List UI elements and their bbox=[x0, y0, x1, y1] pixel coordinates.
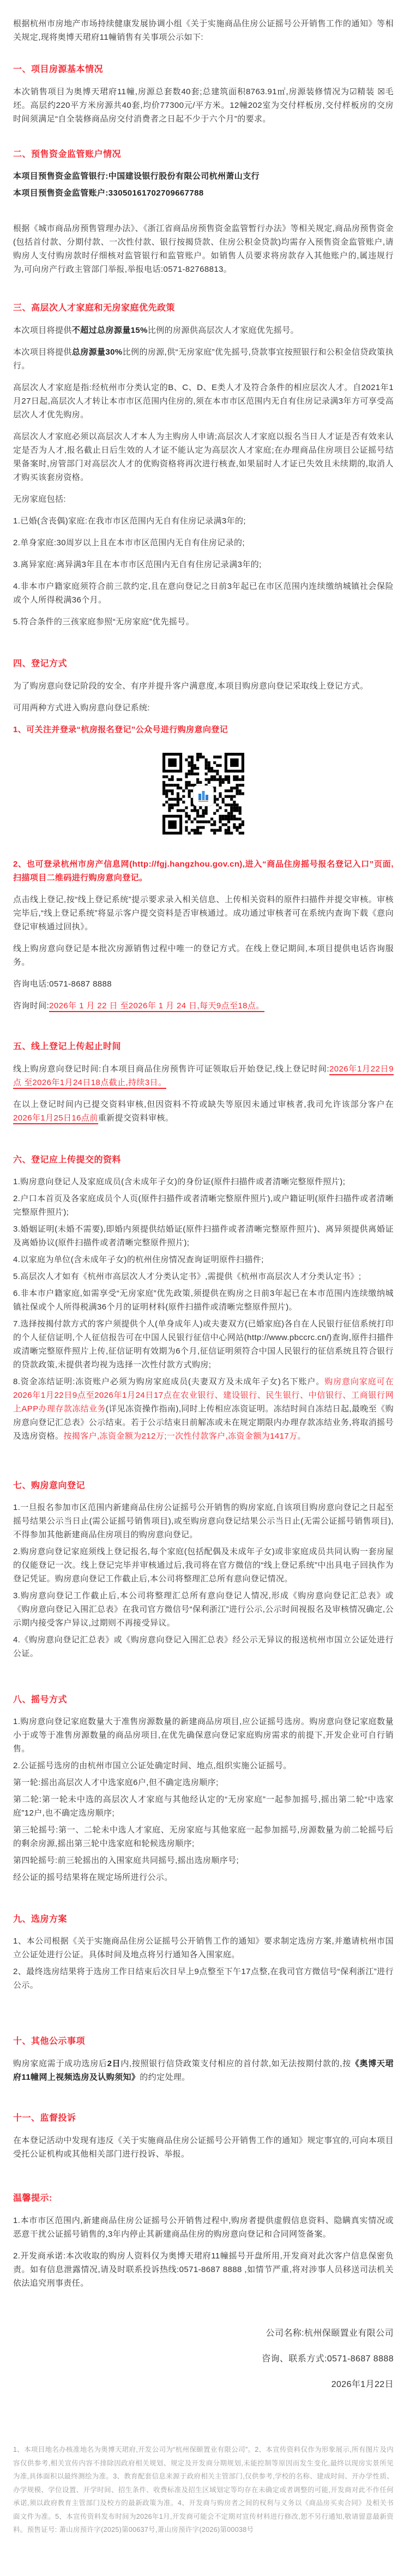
paragraph bbox=[13, 1776, 394, 1789]
text-run: 线上购房意向登记时间:自本项目商品住房预售许可证领取后开始登记,线上登记时间: bbox=[13, 1064, 329, 1074]
paragraph bbox=[13, 558, 394, 571]
paragraph bbox=[13, 615, 394, 629]
text-run: 根据《城市商品房预售管理办法》、《浙江省商品房预售资金监管暂行办法》等相关规定,商品房预售资金(包括首付款、分期付款、一次性付款、银行按揭贷款、住房公积金贷款)均需存入预售资金监管账户,请购房人支付购房款时仔细核对监管银行和监管账户。如销售人员要求将房款存入其他账户的,属违规行为,可向房产行政主管部门举报,举报电话:0571-82768813。 bbox=[13, 224, 394, 274]
text-run: 3.离异家庭:离异满3年且在本市市区范围内无自有住房记录满3年的; bbox=[13, 560, 262, 569]
text-run: 重新提交资料审核。 bbox=[98, 1113, 174, 1123]
paragraph bbox=[13, 169, 394, 183]
text-run: 2、最终选房结果将于选房工作日结束后次日早上9点整至下午17点整,在我司官方微信号“保利浙江”进行公示。 bbox=[13, 1967, 394, 1990]
section-heading-2: 二、预售资金监管账户情况 bbox=[13, 150, 122, 159]
text-run: 1.购房意向登记家庭数量大于准售房源数量的新建商品房项目,应公证摇号选房。购房意向登记家庭数量小于或等于准售房源数量的商品房项目,在优先确保意向登记家庭购房需求的前提下,开发企业可自行销售。 bbox=[13, 1717, 394, 1753]
qr-code[interactable] bbox=[162, 753, 244, 839]
text-run: 5.高层次人才如有《杭州市高层次人才分类认定书》,需提供《杭州市高层次人才分类认定书》; bbox=[13, 1272, 361, 1281]
text-run: 第三轮摇号:第一、二轮未中选人才家庭、无房家庭与其他家庭一起参加摇号,房源数量为前二轮摇号后的剩余房源,摇出第三轮中选家庭和轮候选房顺序; bbox=[13, 1825, 394, 1848]
paragraph bbox=[13, 701, 394, 715]
paragraph bbox=[13, 1633, 394, 1660]
text-run: 为了购房意向登记阶段的安全、有序并提升客户满意度,本项目购房意向登记采取线上登记方式。 bbox=[13, 681, 369, 691]
text-run: 在以上登记时间内已提交资料审核,但因资料不符或缺失等原因未通过审核者,我司允许该部分客户在 bbox=[13, 1100, 394, 1109]
text-run: 经公证的摇号结果将在规定场所进行公示。 bbox=[13, 1873, 173, 1882]
paragraph bbox=[13, 1589, 394, 1630]
section-heading-5: 五、线上登记上传起止时间 bbox=[13, 1042, 122, 1051]
text-run: 购房家庭需于成功选房后 bbox=[13, 2059, 107, 2068]
text-run: 咨询电话:0571-8687 8888 bbox=[13, 979, 112, 989]
paragraph bbox=[13, 2249, 394, 2290]
paragraph bbox=[13, 1253, 394, 1266]
paragraph bbox=[13, 1715, 394, 1756]
paragraph bbox=[13, 1175, 394, 1189]
text-run: 《奥博天珺府11幢网上视频选房及认购须知》 bbox=[13, 2059, 394, 2082]
text-run: 1.已婚(含丧偶)家庭:在我市市区范围内无自有住房记录满3年的; bbox=[13, 516, 246, 526]
text-run: 本次项目将提供 bbox=[13, 326, 72, 335]
paragraph bbox=[13, 1375, 394, 1443]
text-run: 1、本公司根据《关于实施商品住房公证摇号公开销售工作的通知》要求制定选房方案,并邀请杭州市国立公证处进行公证。具体时间及地点将另行通知各入围家庭。 bbox=[13, 1936, 394, 1959]
text-run: 5.符合条件的三孩家庭参照“无房家庭”优先摇号。 bbox=[13, 617, 195, 626]
text-run: 第一轮:摇出高层次人才中选家庭6户,但不确定选房顺序; bbox=[13, 1778, 219, 1787]
paragraph bbox=[13, 381, 394, 422]
paragraph bbox=[13, 977, 394, 991]
paragraph bbox=[13, 1501, 394, 1542]
section-heading-9: 九、选房方案 bbox=[13, 1915, 68, 1924]
text-run: 2026年 1 月 22 日 至2026年 1 月 24 日,每天9点至18点。 bbox=[49, 1001, 264, 1012]
intro-paragraph bbox=[13, 17, 394, 44]
text-run: 2.单身家庭:30周岁以上且在本市市区范围内无自有住房记录的; bbox=[13, 538, 245, 547]
footnote: 1、本项目地名办核准地名为奥博天珺府,开发公司为“杭州保颐置业有限公司”。2、本宣传资料仅作为形象展示,所有图片及内容仅供参考,相关宣传内容不排除因政府相关规划、规定及开发商分期规划,未能控制等原因而发生变化,最终以现房实景所见为准,具体面积以最终测绘为准。3、教育配套信息来源于政府相关主管部门,仅供参考,学校的名称、建成时间、开办学性质、办学规模、学位设置、开学时间、招生条件、收费标准及招生区域划定等均存在未确定或者调整的可能,开发商对此不作任何承诺,须以政府教育主管部门及校方的最新政策为准。4、开发商与购房者之间的权利与义务以《商品房买卖合同》及相关书面文件为准。5、本宣传资料发布时间为2026年1月,开发商可能会不定期对宣传材料进行修改,恕不另行通知,敬请留意最新资料。预售证号: 萧山房预许字(2025)第00637号,萧山房预许字(2026)第00038号 bbox=[13, 2446, 394, 2534]
text-run: 本项目预售资金监管账户:33050161702709667788 bbox=[13, 188, 204, 198]
section-heading-10: 十、其他公示事项 bbox=[13, 2037, 86, 2046]
text-run: 线上购房意向登记是本批次房源销售过程中唯一的登记方式。在线上登记期间,本项目提供电话咨询服务。 bbox=[13, 944, 394, 967]
text-run: (详见冻资操作指南),同时上传相应冻资证明。冻结时间自冻结日起,最晚至《购房意向登记汇总表》公示结束。若于公示结束日前解冻或未在规定期限内办理存款冻结业务,将取消摇号及选房资格。 bbox=[13, 1404, 394, 1441]
text-run: 根据杭州市房地产市场持续健康发展协调小组《关于实施商品住房公证摇号公开销售工作的通知》等相关规定,现将奥博天珺府11幢销售有关事项公示如下: bbox=[13, 19, 394, 42]
text-run: 1.本市市区范围内,新建商品住房公证摇号公开销售过程中,购房者提供虚假信息资料、隐瞒真实情况或恶意干扰公证摇号销售的,3年内停止其新建商品住房的购房意向登记和合同网签备案。 bbox=[13, 2216, 394, 2239]
paragraph bbox=[13, 514, 394, 528]
footer-line: 咨询、联系方式:0571-8687 8888 bbox=[262, 2354, 394, 2364]
text-run: 内,按照银行信贷政策支付相应的首付款,如无法按期付款的,按 bbox=[120, 2059, 351, 2068]
section-heading-8: 八、摇号方式 bbox=[13, 1695, 68, 1704]
paragraph bbox=[13, 1854, 394, 1867]
document-body bbox=[13, 17, 394, 2537]
text-run: 第四轮摇号:前三轮摇出的入围家庭共同摇号,摇出选房顺序号; bbox=[13, 1856, 239, 1865]
text-run: 2026年1月25日16点前 bbox=[13, 1113, 98, 1124]
paragraph bbox=[13, 1965, 394, 1992]
paragraph bbox=[13, 1545, 394, 1586]
paragraph bbox=[13, 1793, 394, 1820]
paragraph bbox=[13, 999, 394, 1013]
paragraph bbox=[13, 1222, 394, 1250]
section-heading-6: 六、登记应上传提交的资料 bbox=[13, 1155, 122, 1165]
text-run: 本项目预售资金监管银行:中国建设银行股份有限公司杭州萧山支行 bbox=[13, 172, 260, 181]
footer-line: 公司名称:杭州保颐置业有限公司 bbox=[266, 2329, 394, 2338]
paragraph bbox=[13, 492, 394, 506]
building-icon bbox=[197, 789, 210, 802]
paragraph bbox=[13, 1317, 394, 1372]
text-run: 无房家庭包括: bbox=[13, 495, 66, 504]
paragraph bbox=[13, 1823, 394, 1850]
paragraph bbox=[13, 2134, 394, 2161]
text-run: 比例的房源,供“无房家庭”优先摇号,贷款事宜按照银行和公积金信贷政策执行。 bbox=[13, 348, 394, 370]
text-run: 1.一旦报名参加市区范围内新建商品住房公证摇号公开销售的购房家庭,自该项目购房意向登记之日起至摇号结果公示当日止(需公证摇号销售项目),或至购房意向登记结果公示当日止(无需公证摇号销售项目),不得参加其他新建商品住房项目的购房意向登记。 bbox=[13, 1503, 394, 1539]
text-run: 6.非本市户籍家庭,如需享受“无房家庭”优先政策,须提供在购房之日前3年起已在本市范围内连续缴纳城镇社保或个人所得税满36个月的证明材料(原件扫描件或清晰完整原件照片)。 bbox=[13, 1289, 394, 1312]
section-heading-1: 一、项目房源基本情况 bbox=[13, 65, 104, 74]
text-run: 的约定处理。 bbox=[140, 2073, 190, 2082]
section-heading-7: 七、购房意向登记 bbox=[13, 1481, 86, 1490]
text-run: 总房源量30% bbox=[71, 348, 123, 357]
paragraph bbox=[13, 2214, 394, 2241]
paragraph bbox=[13, 222, 394, 276]
text-run: 2026年1月22日9点 至2026年1月24日18点截止,持续3日。 bbox=[13, 1064, 394, 1089]
paragraph bbox=[13, 536, 394, 550]
footer-signature bbox=[13, 2321, 394, 2397]
text-run: 1.购房意向登记人及家庭成员(含未成年子女)的身份证(原件扫描件或者清晰完整原件照片); bbox=[13, 1177, 346, 1186]
paragraph bbox=[13, 1098, 394, 1125]
text-run: 7.选择按揭付款方式的客户须提供个人(单身成年人)或夫妻双方(已婚家庭)各自在人民银行征信系统打印的个人征信证明,个人征信报告可在中国人民银行征信中心网站(http://www.pbccrc.cn/)查询,原件扫描件或清晰完整原件照片上传,征信证明有效期为6个月,征信证明须符合中国人民银行的征信系统且符合银行的贷款政策,未提供者均视为选择一次性付款方式购房; bbox=[13, 1319, 394, 1369]
text-run: 按揭客户,冻资金额为212万;一次性付款客户,冻资金额为1417万。 bbox=[63, 1432, 306, 1441]
paragraph bbox=[13, 857, 394, 885]
text-run: 2.户口本首页及各家庭成员个人页(原件扫描件或者清晰完整原件照片),或户籍证明(原件扫描件或者清晰完整原件照片); bbox=[13, 1194, 394, 1217]
text-run: 2日 bbox=[107, 2059, 121, 2068]
text-run: 高层次人才家庭是指:经杭州市分类认定的B、C、D、E类人才及符合条件的相应层次人才。自2021年1月27日起,高层次人才转让本市市区范围内住房的,须在本市市区范围内无自有住房记录满3年方可享受高层次人才优先购房。 bbox=[13, 383, 394, 419]
text-run: 本次销售项目为奥博天珺府11幢,房源总套数40套;总建筑面积8763.91㎡,房源装修情况为☑精装 ☒毛坯。高层约220平方米房源共40套,均价77300元/平方米。12幢202室为交付样板房,交付样板房的交房时间须满足“自全装修商品房交付消费者之日起不少于六个月”的要求。 bbox=[13, 87, 394, 124]
text-run: 第二轮:第一轮未中选的高层次人才家庭与其他经认定的“无房家庭”一起参加摇号,摇出第二轮“中选家庭”12户,也不确定选房顺序; bbox=[13, 1795, 394, 1818]
section-heading-tips: 温馨提示: bbox=[13, 2194, 52, 2203]
paragraph bbox=[13, 345, 394, 373]
text-run: 3.婚姻证明(未婚不需要),即婚内须提供结婚证(原件扫描件或者清晰完整原件照片)、离异须提供离婚证及离婚协议(原件扫描件或者清晰完整原件照片); bbox=[13, 1225, 394, 1247]
text-run: 购房意向家庭可在2026年1月22日9点至2026年1月24日17点在农业银行、建设银行、民生银行、中信银行、工商银行网上APP办理存款冻结业务 bbox=[13, 1377, 394, 1414]
paragraph bbox=[13, 580, 394, 607]
text-run: 比例的房源供高层次人才家庭优先摇号。 bbox=[147, 326, 299, 335]
paragraph bbox=[13, 1871, 394, 1884]
text-run: 可用两种方式进入购房意向登记系统: bbox=[13, 703, 150, 712]
text-run: 不超过总房源量15% bbox=[71, 326, 148, 335]
text-run: 4.《购房意向登记汇总表》或《购房意向登记入围汇总表》经公示无异议的报送杭州市国立公证处进行公证。 bbox=[13, 1635, 394, 1658]
paragraph bbox=[13, 430, 394, 484]
paragraph bbox=[13, 85, 394, 126]
qr-center-logo bbox=[193, 785, 214, 806]
paragraph bbox=[13, 1934, 394, 1962]
text-run: 在本登记活动中发现有违反《关于实施商品住房公证摇号公开销售工作的通知》规定事宜的,可向本项目受托公证机构或其他相关部门进行投诉、举报。 bbox=[13, 2136, 394, 2159]
paragraph bbox=[13, 1062, 394, 1089]
text-run: 2.购房意向登记家庭须线上登记报名,每个家庭(包括配偶及未成年子女)或非家庭成员共同认购一套房屋的仅能登记一次。线上登记完毕并审核通过后,我司将在官方微信的“线上登记系统”中出具电子回执作为登记凭证。购房意向登记工作截止后,本公司将整理汇总所有意向登记情况。 bbox=[13, 1547, 394, 1584]
section-heading-4: 四、登记方式 bbox=[13, 659, 68, 668]
text-run: 2、也可登录杭州市房产信息网(http://fgj.hangzhou.gov.cn),进入“商品住房摇号报名登记入口”页面,扫描项目二维码进行购房意向登记。 bbox=[13, 860, 394, 882]
text-run: 4.以家庭为单位(含未成年子女)的杭州住房情况查询证明原件扫描件; bbox=[13, 1255, 264, 1264]
paragraph bbox=[13, 1270, 394, 1283]
paragraph bbox=[13, 2057, 394, 2084]
paragraph bbox=[13, 1287, 394, 1314]
text-run: 2.开发商承诺:本次收取的购房人资料仅为奥博天珺府11幢摇号开盘所用,开发商对此次客户信息保密负责。如有信息泄露情况,请及时联系投诉热线:0571-8687 8888 ,如情节严重,将对涉事人员移送司法机关依法追究刑事责任。 bbox=[13, 2251, 394, 2288]
paragraph bbox=[13, 324, 394, 337]
text-run: 3.购房意向登记工作截止后,本公司将整理汇总所有意向登记人情况,形成《购房意向登记汇总表》或《购房意向登记入围汇总表》在我司官方微信号“保利浙江”进行公示,公示时间视报名及审核情况确定,公示期内接受客户异议,过期则不再接受异议。 bbox=[13, 1591, 394, 1628]
paragraph bbox=[13, 723, 394, 736]
text-run: 4.非本市户籍家庭须符合前三款约定,且在意向登记之日前3年起已在市区范围内连续缴纳城镇社会保险或个人所得税满36个月。 bbox=[13, 582, 394, 605]
paragraph bbox=[13, 942, 394, 969]
text-run: 8.资金冻结证明:冻资账户必须为购房家庭成员(夫妻双方及未成年子女)名下账户。 bbox=[13, 1377, 325, 1386]
section-heading-3: 三、高层次人才家庭和无房家庭优先政策 bbox=[13, 303, 176, 313]
text-run: 本次项目将提供 bbox=[13, 348, 72, 357]
text-run: 咨询时间: bbox=[13, 1001, 50, 1010]
text-run: 点击线上登记,按“线上登记系统”提示要求录入相关信息、上传相关资料的原件扫描件并提交审核。审核完毕后,“线上登记系统”将显示客户提交资料是否审核通过。成功通过审核者可在系统内查询下载《意向登记审核通过回执》。 bbox=[13, 895, 394, 931]
paragraph bbox=[13, 1759, 394, 1773]
paragraph bbox=[13, 186, 394, 200]
text-run: 高层次人才家庭必须以高层次人才本人为主购房人申请;高层次人才家庭以报名当日人才证是否有效来认定是否为人才,报名截止日后生效的人才证不能认定为高层次人才家庭;在办理商品住房项目公证摇号结果备案时,房管部门对高层次人才的优购资格将再次进行核查,如果届时人才证已失效且未续期的,取消人才购买该套房资格。 bbox=[13, 432, 394, 482]
text-run: 1、可关注并登录“杭房报名登记”公众号进行购房意向登记 bbox=[13, 725, 228, 734]
footer-line: 2026年1月22日 bbox=[331, 2380, 394, 2389]
paragraph bbox=[13, 893, 394, 934]
text-run: 2.公证摇号选房的由杭州市国立公证处确定时间、地点,组织实施公证摇号。 bbox=[13, 1761, 292, 1770]
paragraph bbox=[13, 679, 394, 693]
paragraph bbox=[13, 1192, 394, 1219]
section-heading-11: 十一、监督投诉 bbox=[13, 2114, 76, 2123]
